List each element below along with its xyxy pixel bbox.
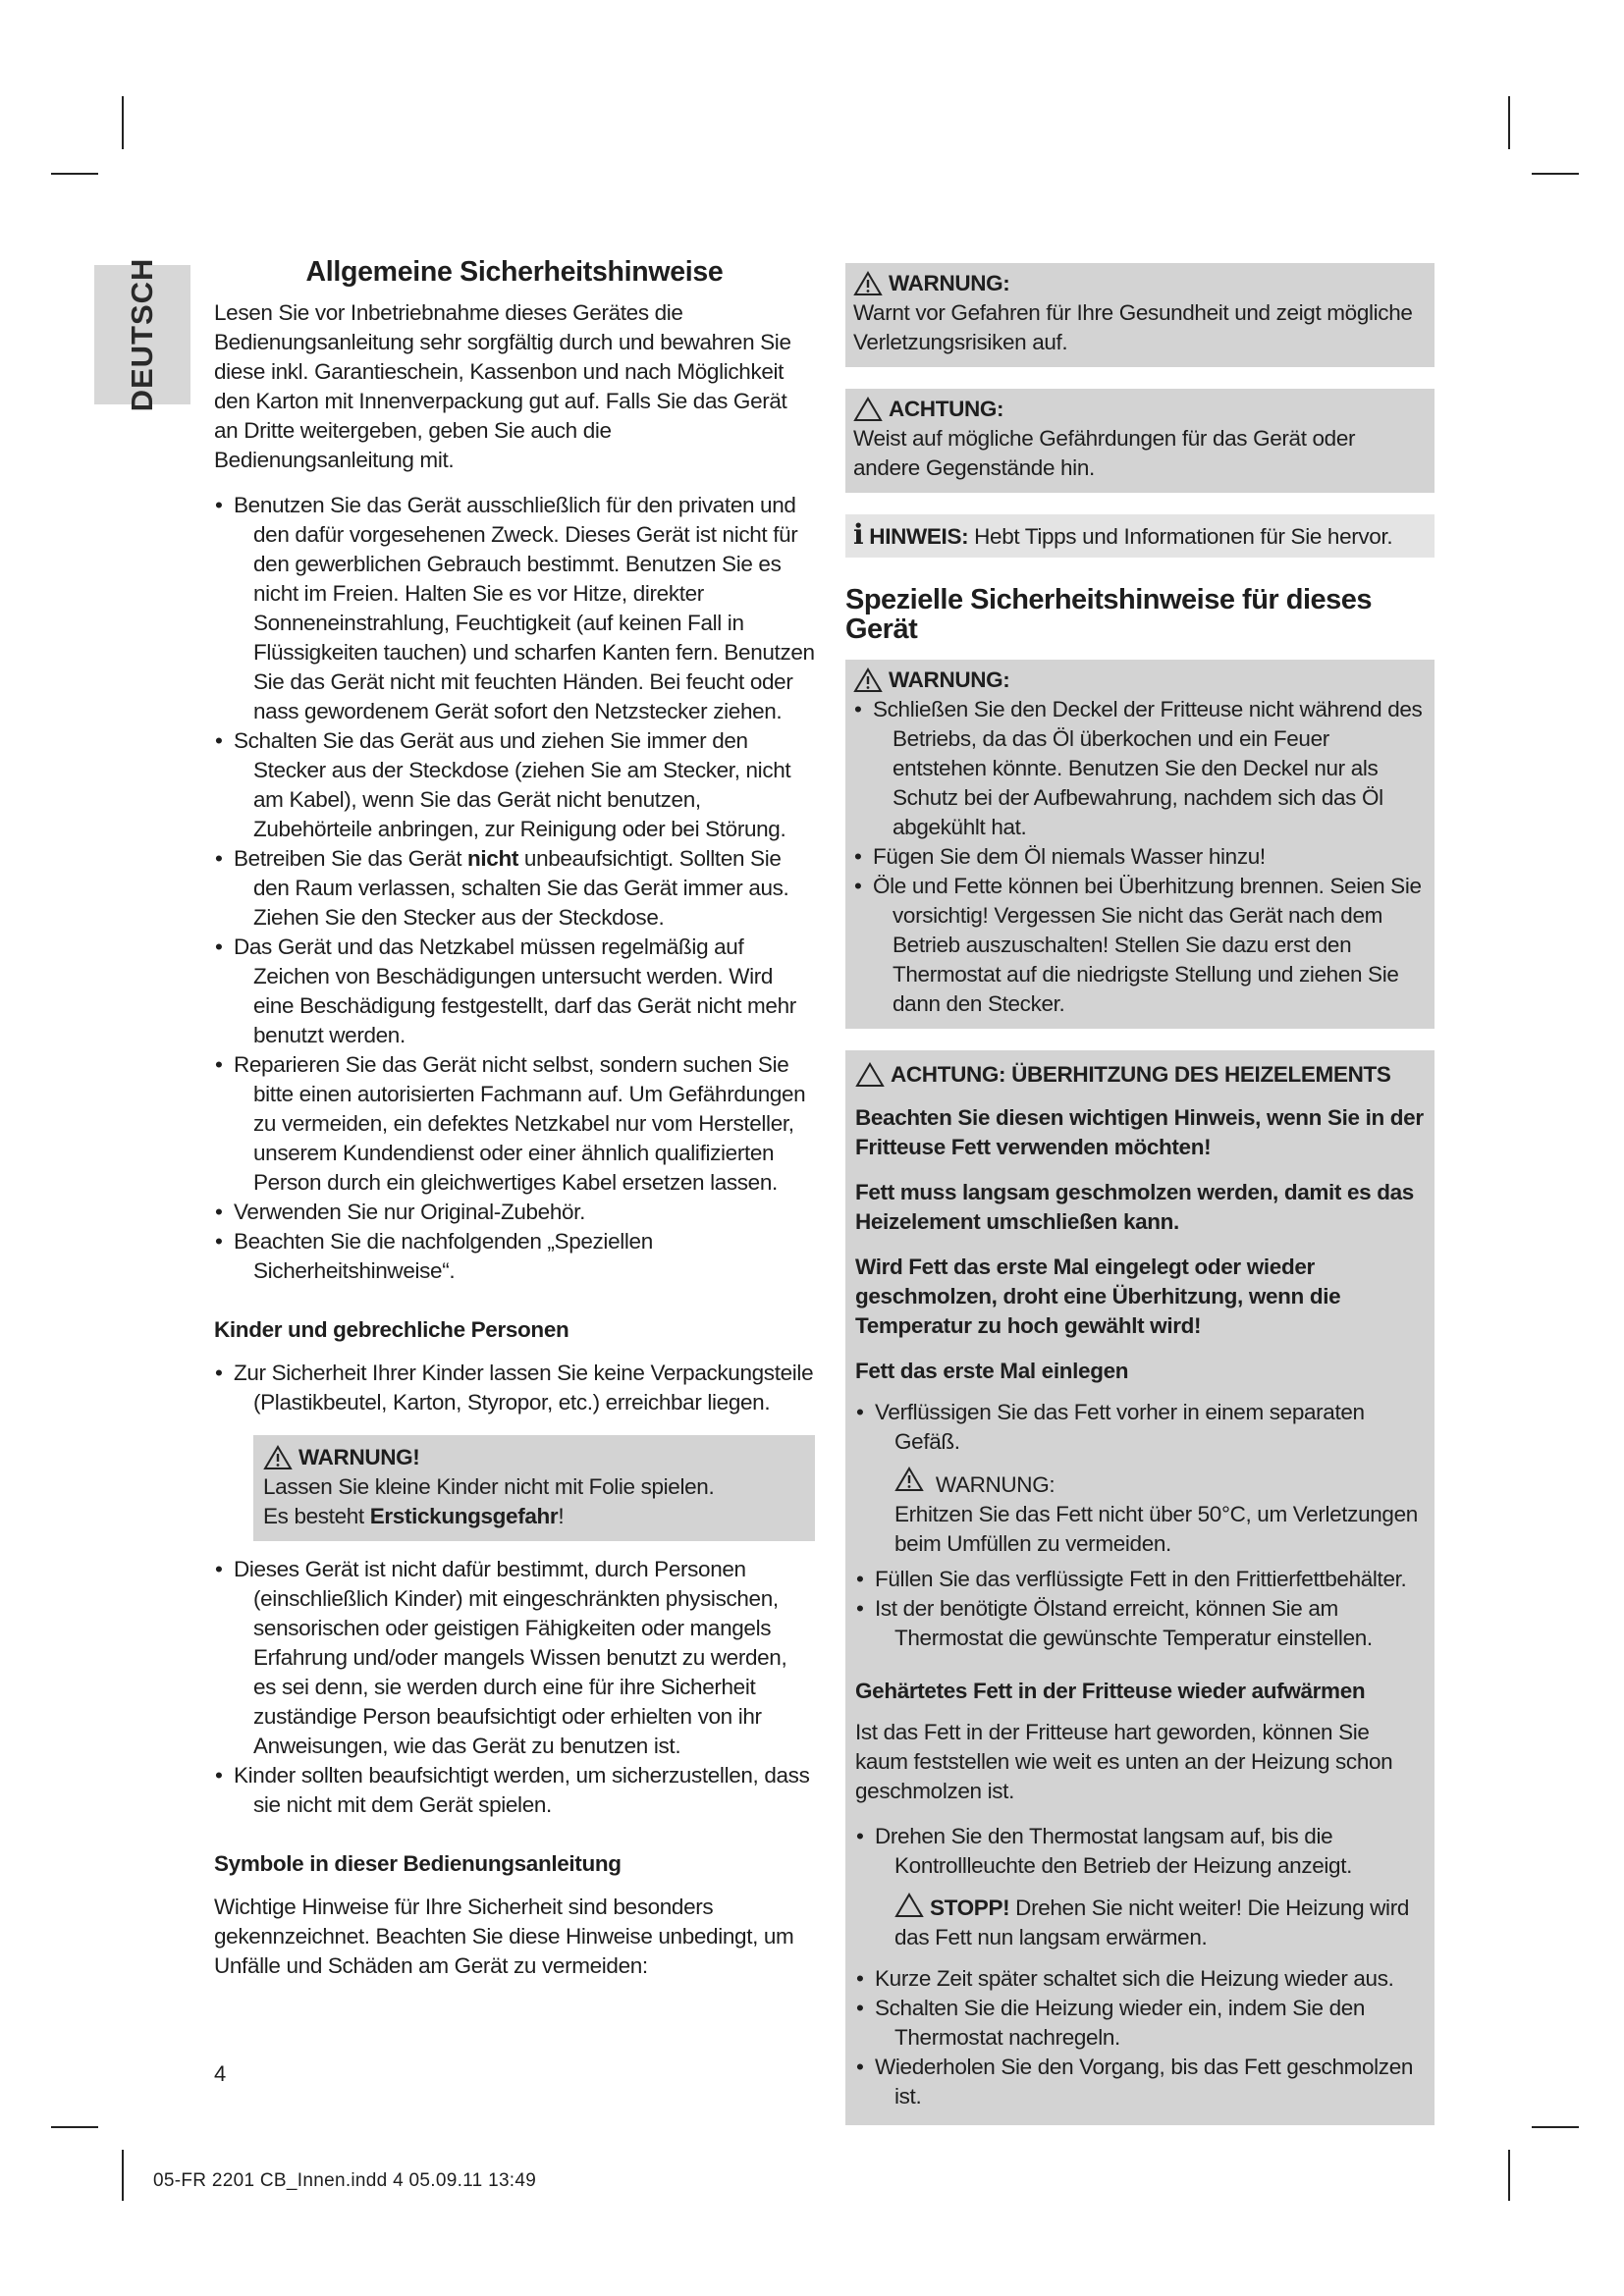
emphasis-text: Erstickungsgefahr bbox=[369, 1504, 559, 1528]
left-column bbox=[214, 257, 815, 1997]
warning-line: Lassen Sie kleine Kinder nicht mit Folie spielen. bbox=[263, 1474, 715, 1499]
caution-heading bbox=[853, 395, 1427, 424]
text-run: unbeaufsichtigt. Sollten Sie den Raum verlassen, schalten Sie das Gerät immer aus. Ziehen Sie den Stecker aus der Steckdose. bbox=[253, 846, 789, 930]
warning-triangle-icon bbox=[894, 1467, 924, 1492]
warning-box-children bbox=[253, 1435, 815, 1541]
text-run: Betreiben Sie das Gerät bbox=[234, 846, 467, 871]
page-title: Allgemeine Sicherheitshinweise bbox=[305, 256, 724, 288]
kinder-list bbox=[214, 1359, 815, 1417]
list-item: • Ist der benötigte Ölstand erreicht, können Sie am Thermostat die gewünschte Temperatur einstellen. bbox=[855, 1594, 1425, 1653]
subheading-hardened-fat: Gehärtetes Fett in der Fritteuse wieder aufwärmen bbox=[855, 1679, 1366, 1703]
intro-paragraph: Lesen Sie vor Inbetriebnahme dieses Gerätes die Bedienungsanleitung sehr sorgfältig durch und bewahren Sie diese inkl. Garantieschein, Kassenbon und nach Möglichkeit den Karton mit Innenverpackung gut auf. Falls Sie das Gerät an Dritte weitergeben, geben Sie auch die Bedienungsanleitung mit. bbox=[214, 300, 791, 472]
list-item: • Füllen Sie das verflüssigte Fett in den Frittierfettbehälter. bbox=[855, 1565, 1425, 1594]
crop-mark bbox=[1532, 2126, 1579, 2128]
list-item: • Schalten Sie das Gerät aus und ziehen Sie immer den Stecker aus der Steckdose (ziehen Sie am Stecker, nicht am Kabel), wenn Sie das Gerät nicht benutzen, Zubehörteile anbringen, zur Reinigung oder bei Störung. bbox=[214, 726, 815, 844]
caution-triangle-icon bbox=[855, 1062, 885, 1088]
warning-heading bbox=[853, 269, 1427, 298]
warning-heading-text: WARNUNG: bbox=[889, 667, 1010, 692]
crop-mark bbox=[122, 96, 124, 149]
warning-heading bbox=[263, 1443, 805, 1472]
emphasis-text: nicht bbox=[467, 846, 518, 871]
list-item: • Beachten Sie die nachfolgenden „Speziellen Sicherheitshinweise“. bbox=[214, 1227, 815, 1286]
list-item: • Wiederholen Sie den Vorgang, bis das Fett geschmolzen ist. bbox=[855, 2053, 1425, 2111]
overheating-heading bbox=[855, 1060, 1425, 1090]
caution-heading-text: ACHTUNG: bbox=[889, 397, 1004, 421]
bold-paragraph: Wird Fett das erste Mal eingelegt oder wieder geschmolzen, droht eine Überhitzung, wenn die Temperatur zu hoch gewählt wird! bbox=[855, 1255, 1341, 1338]
text-run: Es besteht bbox=[263, 1504, 370, 1528]
section-heading-symbole: Symbole in dieser Bedienungsanleitung bbox=[214, 1851, 622, 1876]
crop-mark bbox=[51, 2126, 98, 2128]
caution-triangle-icon bbox=[894, 1893, 924, 1918]
right-column bbox=[845, 263, 1435, 2125]
list-item: • Fügen Sie dem Öl niemals Wasser hinzu! bbox=[853, 842, 1427, 872]
caution-text: Weist auf mögliche Gefährdungen für das Gerät oder andere Gegenstände hin. bbox=[853, 426, 1356, 480]
hardened-fat-paragraph: Ist das Fett in der Fritteuse hart geworden, können Sie kaum feststellen wie weit es unten an der Heizung schon geschmolzen ist. bbox=[855, 1720, 1393, 1803]
list-item: • Zur Sicherheit Ihrer Kinder lassen Sie keine Verpackungsteile (Plastikbeutel, Karton, Styropor, etc.) erreichbar liegen. bbox=[214, 1359, 815, 1417]
hinweis-label: HINWEIS: bbox=[869, 524, 969, 549]
symbol-box-hinweis bbox=[845, 514, 1435, 558]
inner-warning bbox=[894, 1467, 1425, 1559]
crop-mark bbox=[1508, 2150, 1510, 2201]
subheading-first-fat: Fett das erste Mal einlegen bbox=[855, 1359, 1129, 1383]
section-heading-kinder: Kinder und gebrechliche Personen bbox=[214, 1317, 569, 1342]
hardened-fat-list-2 bbox=[855, 1964, 1425, 2111]
hardened-fat-list bbox=[855, 1822, 1425, 1881]
list-item: • Kurze Zeit später schaltet sich die Heizung wieder aus. bbox=[855, 1964, 1425, 1994]
warning-line bbox=[263, 1502, 805, 1531]
warning-heading-text: WARNUNG: bbox=[935, 1472, 1056, 1497]
warning-triangle-icon bbox=[263, 1445, 293, 1470]
list-item: • Drehen Sie den Thermostat langsam auf, bis die Kontrollleuchte den Betrieb der Heizung anzeigt. bbox=[855, 1822, 1425, 1881]
warning-text: Warnt vor Gefahren für Ihre Gesundheit und zeigt mögliche Verletzungsrisiken auf. bbox=[853, 300, 1413, 354]
caution-triangle-icon bbox=[853, 397, 883, 422]
language-tab bbox=[94, 257, 190, 412]
first-fat-list bbox=[855, 1398, 1425, 1457]
stopp-note bbox=[894, 1893, 1425, 1952]
crop-mark bbox=[51, 173, 98, 175]
warning-heading bbox=[894, 1467, 1425, 1500]
symbol-box-achtung bbox=[845, 389, 1435, 493]
kinder-list-2 bbox=[214, 1555, 815, 1820]
bold-paragraph: Beachten Sie diesen wichtigen Hinweis, wenn Sie in der Fritteuse Fett verwenden möchten! bbox=[855, 1105, 1424, 1159]
overheating-box bbox=[845, 1050, 1435, 2125]
list-item: • Benutzen Sie das Gerät ausschließlich für den privaten und den dafür vorgesehenen Zweck. Dieses Gerät ist nicht für den gewerblichen Gebrauch bestimmt. Benutzen Sie es nicht im Freien. Halten Sie es vor Hitze, direkter Sonneneinstrahlung, Feuchtigkeit (auf keinen Fall in Flüssigkeiten tauchen) und scharfen Kanten fern. Benutzen Sie das Gerät nicht mit feuchten Händen. Bei feucht oder nass gewordenem Gerät sofort den Netzstecker ziehen. bbox=[214, 491, 815, 726]
warning-triangle-icon bbox=[853, 667, 883, 693]
list-item: • Schließen Sie den Deckel der Fritteuse nicht während des Betriebs, da das Öl überkochen und ein Feuer entstehen könnte. Benutzen Sie den Deckel nur als Schutz bei der Aufbewahrung, nachdem sich das Öl abgekühlt hat. bbox=[853, 695, 1427, 842]
warning-box-special bbox=[845, 660, 1435, 1029]
warning-heading-text: WARNUNG! bbox=[298, 1445, 420, 1469]
warning-text: Erhitzen Sie das Fett nicht über 50°C, um Verletzungen beim Umfüllen zu vermeiden. bbox=[894, 1502, 1418, 1556]
symbole-paragraph: Wichtige Hinweise für Ihre Sicherheit sind besonders gekennzeichnet. Beachten Sie diese Hinweise unbedingt, um Unfälle und Schäden am Gerät zu vermeiden: bbox=[214, 1895, 794, 1978]
page-number: 4 bbox=[214, 2061, 227, 2086]
stopp-label: STOPP! bbox=[930, 1896, 1010, 1920]
list-item: • Verwenden Sie nur Original-Zubehör. bbox=[214, 1198, 815, 1227]
crop-mark bbox=[1532, 173, 1579, 175]
warning-triangle-icon bbox=[853, 271, 883, 296]
overheating-heading-text: ACHTUNG: ÜBERHITZUNG DES HEIZELEMENTS bbox=[891, 1062, 1391, 1087]
hinweis-text: Hebt Tipps und Informationen für Sie hervor. bbox=[968, 524, 1393, 549]
text-run: ! bbox=[558, 1504, 565, 1528]
symbol-box-warnung bbox=[845, 263, 1435, 367]
list-item: • Schalten Sie die Heizung wieder ein, indem Sie den Thermostat nachregeln. bbox=[855, 1994, 1425, 2053]
special-warning-list bbox=[853, 695, 1427, 1019]
language-tab-label: DEUTSCH bbox=[125, 257, 159, 412]
first-fat-list-2 bbox=[855, 1565, 1425, 1653]
list-item: • Kinder sollten beaufsichtigt werden, um sicherzustellen, dass sie nicht mit dem Gerät spielen. bbox=[214, 1761, 815, 1820]
list-item: • Dieses Gerät ist nicht dafür bestimmt, durch Personen (einschließlich Kinder) mit eingeschränkten physischen, sensorischen oder geistigen Fähigkeiten oder mangels Erfahrung und/oder mangels Wissen benutzt zu werden, es sei denn, sie werden durch eine für ihre Sicherheit zuständige Person beaufsichtigt oder erhielten von ihr Anweisungen, wie das Gerät zu benutzen ist. bbox=[214, 1555, 815, 1761]
list-item: • Verflüssigen Sie das Fett vorher in einem separaten Gefäß. bbox=[855, 1398, 1425, 1457]
list-item: • Reparieren Sie das Gerät nicht selbst, sondern suchen Sie bitte einen autorisierten Fachmann auf. Um Gefährdungen zu vermeiden, ein defektes Netzkabel nur vom Hersteller, unserem Kundendienst oder einer ähnlich qualifizierten Person durch ein gleichwertiges Kabel ersetzen lassen. bbox=[214, 1050, 815, 1198]
general-safety-list bbox=[214, 491, 815, 1286]
crop-mark bbox=[1508, 96, 1510, 149]
list-item: • Das Gerät und das Netzkabel müssen regelmäßig auf Zeichen von Beschädigungen untersucht werden. Wird eine Beschädigung festgestellt, darf das Gerät nicht mehr benutzt werden. bbox=[214, 933, 815, 1050]
print-slug: 05-FR 2201 CB_Innen.indd 4 05.09.11 13:49 bbox=[153, 2170, 537, 2191]
list-item bbox=[214, 844, 815, 933]
bold-paragraph: Fett muss langsam geschmolzen werden, damit es das Heizelement umschließen kann. bbox=[855, 1180, 1414, 1234]
list-item: • Öle und Fette können bei Überhitzung brennen. Seien Sie vorsichtig! Vergessen Sie nicht das Gerät nach dem Betrieb auszuschalten! Stellen Sie dazu erst den Thermostat auf die niedrigste Stellung und ziehen Sie dann den Stecker. bbox=[853, 872, 1427, 1019]
section-heading-spezielle: Spezielle Sicherheitshinweise für dieses Gerät bbox=[845, 584, 1373, 645]
info-icon: i bbox=[853, 518, 864, 551]
stopp-text: Drehen Sie nicht weiter! Die Heizung wird das Fett nun langsam erwärmen. bbox=[894, 1896, 1410, 1949]
warning-heading bbox=[853, 666, 1427, 695]
warning-heading-text: WARNUNG: bbox=[889, 271, 1010, 295]
crop-mark bbox=[122, 2150, 124, 2201]
